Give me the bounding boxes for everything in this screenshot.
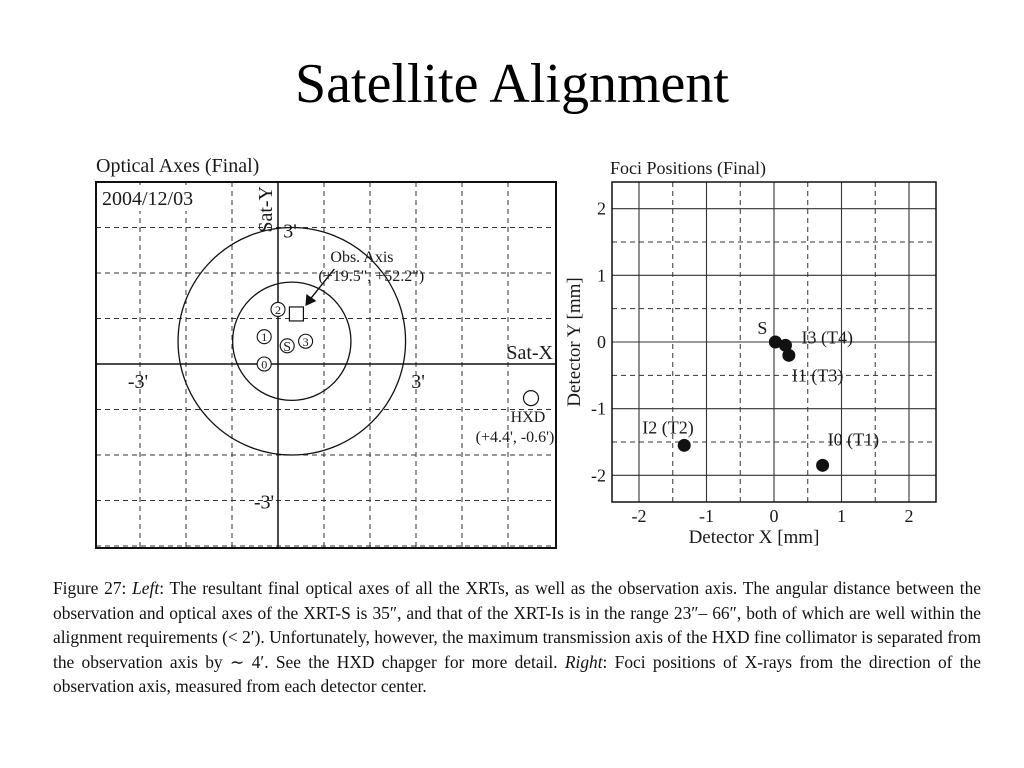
y-tick-label: -1 xyxy=(591,398,606,419)
focus-point-label: I3 (T4) xyxy=(801,327,853,348)
sat-x-label: Sat-X xyxy=(506,342,553,364)
caption-left-label: Left xyxy=(132,578,160,598)
figure-caption xyxy=(53,576,981,699)
optical-axes-chart xyxy=(88,148,563,553)
slide-title: Satellite Alignment xyxy=(295,53,729,115)
optical-axis-point-label: 1 xyxy=(261,330,268,345)
focus-point xyxy=(782,349,795,362)
x-tick-label: -2 xyxy=(631,506,647,526)
optical-axis-point-label: 3 xyxy=(302,334,309,349)
focus-point-label: I2 (T2) xyxy=(642,417,694,438)
x-axis-label: Detector X [mm] xyxy=(688,527,820,548)
sat-y-label: Sat-Y xyxy=(255,186,277,233)
optical-axis-point-label: 0 xyxy=(261,357,268,372)
caption-prefix: Figure 27: xyxy=(53,578,133,598)
left-tick-label: 3' xyxy=(283,220,297,243)
x-tick-label: 2 xyxy=(904,506,914,526)
hxd-point xyxy=(524,391,539,406)
focus-point xyxy=(678,439,691,452)
obs-axis-marker xyxy=(289,307,303,321)
y-tick-label: 0 xyxy=(597,332,606,352)
focus-point-label: I1 (T3) xyxy=(791,365,844,386)
hxd-label: HXD xyxy=(510,409,546,427)
x-tick-label: 0 xyxy=(769,506,779,526)
focus-point-label: I0 (T1) xyxy=(827,429,880,450)
caption-right-label: Right xyxy=(564,651,603,672)
hxd-coords: (+4.4', -0.6') xyxy=(475,429,555,447)
obs-axis-label: Obs. Axis xyxy=(330,248,394,266)
left-chart-frame xyxy=(96,182,556,548)
caption-part2: : Foci positions of X-rays from the direction of the observation axis, measured from each detector center. xyxy=(53,651,982,696)
y-tick-label: 1 xyxy=(597,265,606,286)
y-axis-label: Detector Y [mm] xyxy=(564,277,585,407)
left-tick-label: 3' xyxy=(411,371,425,393)
y-tick-label: 2 xyxy=(597,198,606,219)
focus-point-label: S xyxy=(757,318,768,338)
optical-axis-point-label: S xyxy=(283,339,292,355)
foci-positions-chart xyxy=(560,150,950,555)
obs-axis-coords: (+19.5", +52.2") xyxy=(318,267,425,285)
y-tick-label: -2 xyxy=(591,465,606,486)
right-chart-title: Foci Positions (Final) xyxy=(610,158,767,178)
date-label: 2004/12/03 xyxy=(102,188,194,210)
left-tick-label: -3' xyxy=(253,491,275,514)
optical-axis-point-label: 2 xyxy=(275,302,281,317)
obs-axis-arrowhead xyxy=(305,294,316,306)
caption-part1: : The resultant final optical axes of all the XRTs, as well as the observation axis. The angular distance between the observation and optical axes of the XRT-S is 35″, and that of the XRT-Is is in the range 23″– 66″, both of which are well within the alignment requirements (< 2′). Unfortunately, however, the maximum transmission axis of the HXD fine collimator is separated from the observation axis by ∼ 4′. See the HXD chapger for more detail. xyxy=(53,578,982,672)
x-tick-label: 1 xyxy=(837,506,846,526)
left-tick-label: -3' xyxy=(127,371,149,393)
left-chart-title: Optical Axes (Final) xyxy=(96,155,260,177)
x-tick-label: -1 xyxy=(699,506,714,526)
focus-point xyxy=(816,459,829,472)
